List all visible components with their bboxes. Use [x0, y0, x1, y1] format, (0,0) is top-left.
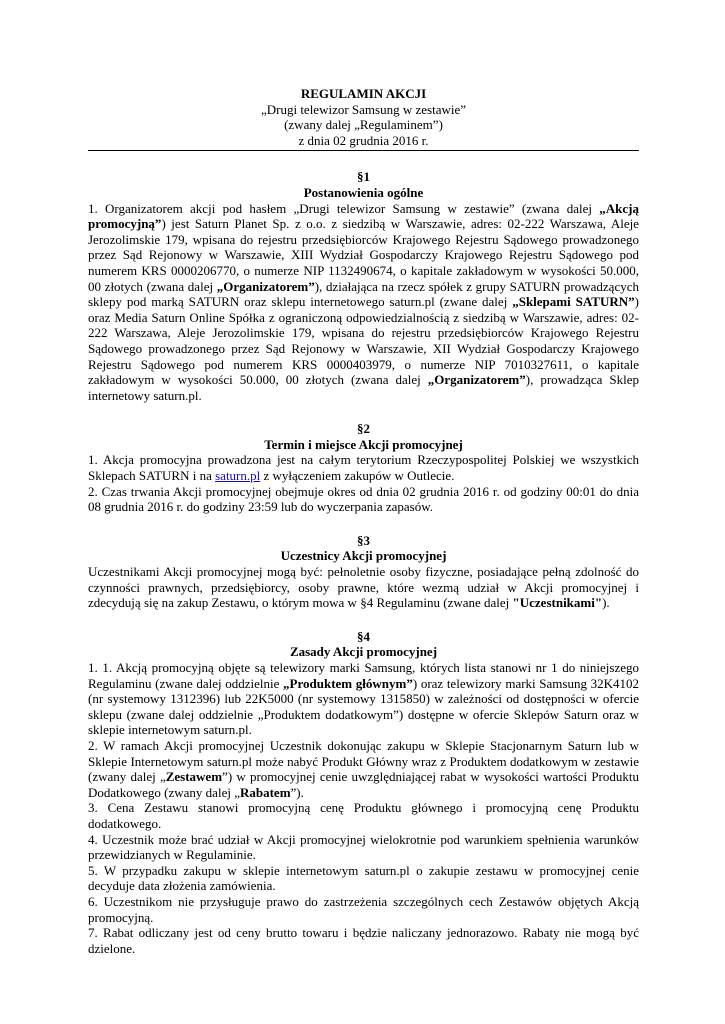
document-header	[88, 86, 639, 151]
paragraph	[88, 564, 639, 611]
paragraph	[88, 201, 639, 404]
text-run: 1. 1. Akcją promocyjną objęte są telewizory marki Samsung, których lista stanowi nr 1 do niniejszego Regulaminu (zwane dalej oddzielnie	[88, 660, 639, 691]
section-number: §2	[357, 421, 370, 437]
document-alias: (zwany dalej „Regulaminem”)	[284, 117, 443, 133]
paragraph: 3. Cena Zestawu stanowi promocyjną cenę Produktu głównego i promocyjną cenę Produktu dodatkowego.	[88, 800, 639, 831]
text-run: ) oraz telewizory marki Samsung 32K4102 (nr systemowy 1312396) lub 22K5000 (nr systemowy 1315850) w zależności od dostępności w ofercie sklepu (zwane dalej oddzielnie „Produktem dodatkowym”) dostępne w ofercie Sklepów Saturn oraz w sklepie internetowym saturn.pl.	[88, 675, 639, 738]
saturn-link[interactable]: saturn.pl	[215, 468, 261, 484]
text-run: 1. Organizatorem akcji pod hasłem „Drugi telewizor Samsung w zestawie” (zwana dalej	[88, 200, 600, 216]
paragraph: 6. Uczestnikom nie przysługuje prawo do zastrzeżenia szczególnych cech Zestawów objętych Akcją promocyjną.	[88, 893, 639, 925]
document-subtitle: „Drugi telewizor Samsung w zestawie”	[260, 101, 467, 117]
text-run: ), działająca na rzecz spółek z grupy SATURN prowadzących sklepy pod marką SATURN oraz sklepu internetowego saturn.pl (zwane dalej	[88, 278, 639, 310]
paragraph	[88, 738, 639, 800]
text-run: ”) w promocyjnej cenie uwzględniającej rabat w wysokości wartości Produktu Dodatkowego (zwany dalej „	[88, 769, 639, 800]
bold-term: „Organizatorem”	[427, 372, 526, 388]
section-4	[88, 629, 639, 956]
text-run: Uczestnikami Akcji promocyjnej mogą być: pełnoletnie osoby fizyczne, posiadające pełną zdolność do czynności prawnych, przedsiębiorcy, osoby prawne, które wezmą udział w Akcji promocyjnej i zdecydują się na zakup Zestawu, o którym mowa w §4 Regulaminu (zwane dalej	[88, 564, 639, 611]
section-number: §4	[357, 628, 370, 644]
bold-term: Zestawem	[165, 769, 223, 785]
bold-term: „Sklepami SATURN”	[512, 294, 635, 310]
text-run: ”).	[290, 784, 304, 800]
bold-term: „Akcją promocyjną”	[88, 200, 639, 232]
text-run: ), prowadząca Sklep internetowy saturn.pl.	[88, 372, 639, 403]
text-run: 2. W ramach Akcji promocyjnej Uczestnik dokonując zakupu w Sklepie Stacjonarnym Saturn lub w Sklepie Internetowym saturn.pl może nabyć Produkt Główny wraz z Produktem dodatkowym w zestawie (zwany dalej „	[88, 737, 639, 785]
bold-term: Rabatem	[239, 784, 291, 800]
paragraph: 2. Czas trwania Akcji promocyjnej obejmuje okres od dnia 02 grudnia 2016 r. od godziny 00:01 do dnia 08 grudnia 2016 r. do godziny 23:59 lub do wyczerpania zapasów.	[88, 483, 639, 515]
bold-term: „Organizatorem”	[216, 278, 315, 294]
section-number: §3	[357, 532, 370, 548]
text-run: ) oraz Media Saturn Online Spółka z ograniczoną odpowiedzialnością z siedzibą w Warszawie, adres: 02-222 Warszawa, Aleje Jerozolimskie 179, wpisana do rejestru przedsiębiorców Krajowego Rejestru Sądowego prowadzonego przez Sąd Rejonowy w Warszawie, XII Wydział Gospodarczy Krajowego Rejestru Sądowego pod numerem KRS 0000403979, o numerze NIP 7010327611, o kapitale zakładowym w wysokości 50.000, 00 złotych (zwana dalej	[88, 294, 639, 388]
bold-term: „Produktem głównym”	[283, 675, 413, 691]
paragraph	[88, 660, 639, 738]
section-number: §1	[357, 169, 370, 185]
section-3	[88, 533, 639, 611]
section-title: Uczestnicy Akcji promocyjnej	[280, 548, 447, 564]
text-run: ) jest Saturn Planet Sp. z o.o. z siedzibą w Warszawie, adres: 02-222 Warszawa, Aleje Jerozolimskie 179, wpisana do rejestru przedsiębiorców Krajowego Rejestru Sądowego prowadzonego przez Sąd Rejonowy w Warszawie, XIII Wydział Gospodarczy Krajowego Rejestru Sądowego pod numerem KRS 0000206770, o numerze NIP 1132490674, o kapitale zakładowym w wysokości 50.000, 00 złotych (zwana dalej	[88, 216, 639, 294]
text-run: ).	[602, 595, 610, 611]
header-divider	[88, 150, 639, 151]
section-2	[88, 421, 639, 515]
document-page	[88, 86, 639, 956]
section-title: Zasady Akcji promocyjnej	[289, 644, 438, 660]
document-title: REGULAMIN AKCJI	[300, 86, 427, 101]
document-date: z dnia 02 grudnia 2016 r.	[298, 132, 429, 148]
paragraph: 4. Uczestnik może brać udział w Akcji promocyjnej wielokrotnie pod warunkiem spełnienia warunków przewidzianych w Regulaminie.	[88, 831, 639, 863]
paragraph	[88, 452, 639, 483]
text-run: 1. Akcja promocyjna prowadzona jest na całym terytorium Rzeczypospolitej Polskiej we wszystkich Sklepach SATURN i na	[88, 452, 639, 484]
paragraph: 7. Rabat odliczany jest od ceny brutto towaru i będzie naliczany jednorazowo. Rabaty nie mogą być dzielone.	[88, 925, 639, 956]
paragraph: 5. W przypadku zakupu w sklepie internetowym saturn.pl o zakupie zestawu w promocyjnej cenie decyduje data złożenia zamówienia.	[88, 862, 639, 894]
section-title: Postanowienia ogólne	[303, 184, 424, 200]
section-title: Termin i miejsce Akcji promocyjnej	[264, 436, 463, 452]
text-run: z wyłączeniem zakupów w Outlecie.	[260, 468, 455, 484]
section-1	[88, 169, 639, 403]
bold-term: "Uczestnikami"	[512, 595, 603, 611]
